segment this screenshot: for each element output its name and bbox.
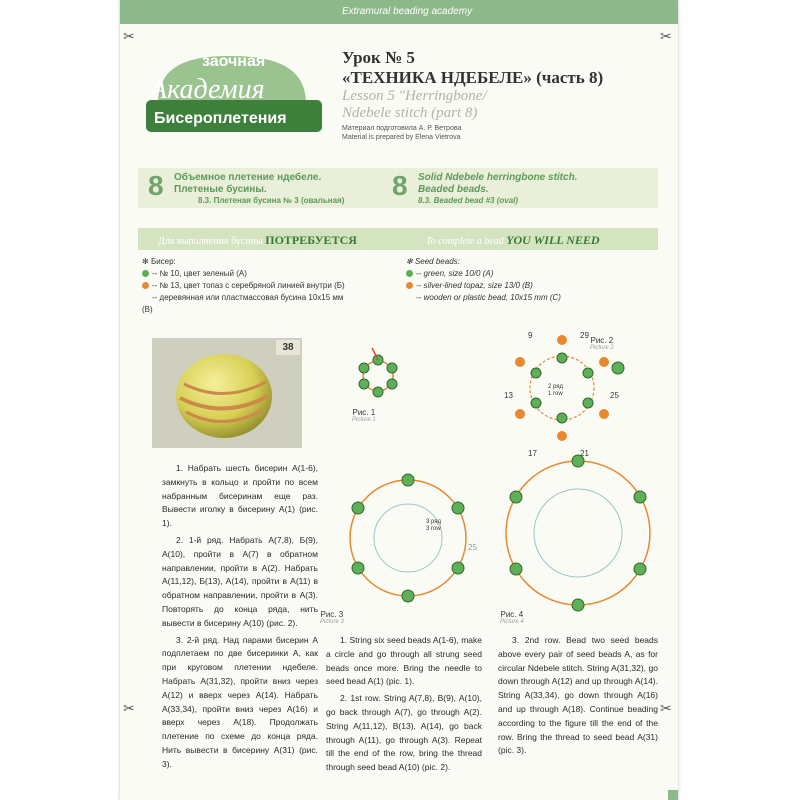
need-en-bold: YOU WILL NEED [506,233,600,247]
scissors-icon: ✂ [123,28,135,44]
material-en-c: -- wooden or plastic bead, 10x15 mm (C) [416,293,561,302]
step-2-en: 2. 1st row. String A(7,8), B(9), A(10), go back through A(7), go through A(2). String A(11,12), B(13), A(14), go back through A(11), go through A(3). Repeat till the end of the row, bring the thread through seed bead A(10) (pic. 2). [326,693,482,773]
figure-1-ring [359,348,397,397]
label-13: 13 [504,391,513,400]
scissors-icon: ✂ [660,700,672,716]
step-3-en: 3. 2nd row. Bead two seed beads above every pair of seed beads A, as for circular Ndebele stitch. String A(31,32), go down through A(12) and up through A(14). String A(33,34), go down through A(16) and up through A(18). Continue beading according to the figure till the end of the row. Bring the thread to seed bead A(31) (pic. 3). [498,635,658,756]
step-2-ru: 2. 1-й ряд. Набрать А(7,8), Б(9), А(10), пройти в А(7) в обратном направлении, пройти в А(2). Набрать А(11,12), Б(13), А(14), пройти в А(11) в обратном направлении, пройти в А(3). Повторять до конца ряда, нить вывести в бисерину А(10) (рис. 2). [162,534,318,628]
material-en-b [406,280,656,292]
label-9: 9 [528,331,533,340]
materials-ru-heading: ✻ Бисер: [142,257,176,266]
materials-en [406,256,656,304]
academy-header: Extramural beading academy [342,6,473,17]
green-bead-icon [142,270,149,277]
logo-line1: заочная [202,53,266,70]
caption-fig4-ru: Рис. 4 [500,610,524,619]
material-ru-a-text: -- № 10, цвет зеленый (А) [152,269,247,278]
figure-3-pattern [350,474,466,602]
credit-ru: Материал подготовила А. Р. Ветрова [342,125,462,132]
caption-fig2-en: Picture 2 [590,345,614,351]
label-29: 29 [580,331,589,340]
lesson-subtitle-en-2: Ndebele stitch (part 8) [342,105,478,121]
materials-ru [142,256,402,316]
caption-fig1-en: Picture 1 [352,417,376,423]
material-ru-c2: (В) [142,305,153,314]
caption-fig4 [500,610,524,625]
caption-fig3-en: Picture 3 [320,619,344,625]
section-band [138,168,658,208]
section-title-en [418,172,577,196]
label-17: 17 [528,449,537,458]
step-1-ru: 1. Набрать шесть бисерин А(1-6), замкнуть в кольцо и пройти по всем набранным бисеринам еще раз. Вывести иголку в бисерину А(1) (рис. 1). [162,463,318,529]
lesson-subtitle-en [342,88,487,122]
credit [342,124,461,142]
need-en [426,233,600,248]
material-en-a [406,268,656,280]
section-title-ru-1: Объемное плетение ндебеле. [174,172,322,183]
section-title-ru [174,172,321,196]
academy-logo [130,34,340,144]
section-title-ru-2: Плетеные бусины. [174,184,267,195]
material-ru-b [142,280,402,292]
materials-en-heading: ✻ Seed beads: [406,257,460,266]
material-ru-b-text: -- № 13, цвет топаз с серебряной линией внутри (Б) [152,281,345,290]
materials-ru-heading-text: Бисер: [150,257,176,266]
section-number-en: 8 [392,170,408,201]
section-number-ru: 8 [148,170,164,201]
magazine-page [120,0,678,800]
step-1-en: 1. String six seed beads A(1-6), make a circle and go through all strung seed beads once more. Bring the needle to seed bead A(1) (pic. 1). [326,635,482,687]
label-25-fig3: 25 [468,543,477,552]
material-ru-c: -- деревянная или пластмассовая бусина 10х15 мм [152,293,344,302]
caption-fig3 [320,610,344,625]
lesson-title [342,48,603,88]
orange-bead-icon [142,282,149,289]
caption-fig1-ru: Рис. 1 [352,408,376,417]
material-ru-a [142,268,402,280]
need-ru-bold: ПОТРЕБУЕТСЯ [265,233,357,247]
label-row1-en: 1 row [548,391,563,397]
label-row3-ru: 3 ряд [426,519,442,525]
caption-fig3-ru: Рис. 3 [320,610,344,619]
label-25: 25 [610,391,619,400]
need-ru-prefix: Для выполнения бусины [158,236,263,247]
you-will-need-band [138,228,658,250]
lesson-title-ru-1: Урок № 5 [342,48,415,67]
caption-fig1 [352,408,376,423]
step-3-ru: 3. 2-й ряд. Над парами бисерин А подплетаем по две бисеринки А, как при круговом плетении ндебеле. Набрать А(31,32), пройти вниз через А(12) и вверх через А(14). Набрать А(33,34), пройти вниз через А(16) и вверх через А(18). Продолжать плетение по схеме до конца ряда. Нить вывести в бисерину А(31) (рис. 3). [162,634,318,769]
header-bar [120,0,678,24]
caption-fig4-en: Picture 4 [500,619,524,625]
figure-4-pattern [506,455,650,611]
caption-fig2 [590,336,614,351]
page-corner-marker [668,790,678,800]
logo-line3: Бисероплетения [154,110,287,127]
orange-bead-icon [406,282,413,289]
credit-en: Material is prepared by Elena Vietrova [342,134,461,141]
section-title-en-1: Solid Ndebele herringbone stitch. [418,172,578,183]
green-bead-icon [406,270,413,277]
photo-number-badge: 38 [276,340,300,355]
material-en-a-text: -- green, size 10/0 (A) [416,269,494,278]
scissors-icon: ✂ [660,28,672,44]
section-title-en-2: Beaded beads. [418,184,489,195]
label-row3-en: 3 row [426,526,441,532]
scissors-icon: ✂ [123,700,135,716]
beading-diagrams [318,318,678,638]
material-en-b-text: -- silver-lined topaz, size 13/0 (B) [416,281,533,290]
instructions-en-left [326,634,482,778]
lesson-title-ru-2: «ТЕХНИКА НДЕБЕЛЕ» (часть 8) [342,68,604,87]
logo-line2: Академия [150,74,265,105]
instructions-ru [162,462,318,775]
label-21: 21 [580,449,589,458]
materials-en-heading-text: Seed beads: [414,257,460,266]
need-en-prefix: To complete a bead [426,236,504,247]
section-sub-ru: 8.3. Плетеная бусина № 3 (овальная) [198,196,345,205]
caption-fig2-ru: Рис. 2 [590,336,614,345]
instructions-en-right [498,634,658,761]
section-sub-en: 8.3. Beaded bead #3 (oval) [418,196,519,205]
need-ru [158,233,357,248]
lesson-subtitle-en-1: Lesson 5 "Herringbone/ [342,88,487,104]
label-row2-ru: 2 ряд [548,384,564,390]
